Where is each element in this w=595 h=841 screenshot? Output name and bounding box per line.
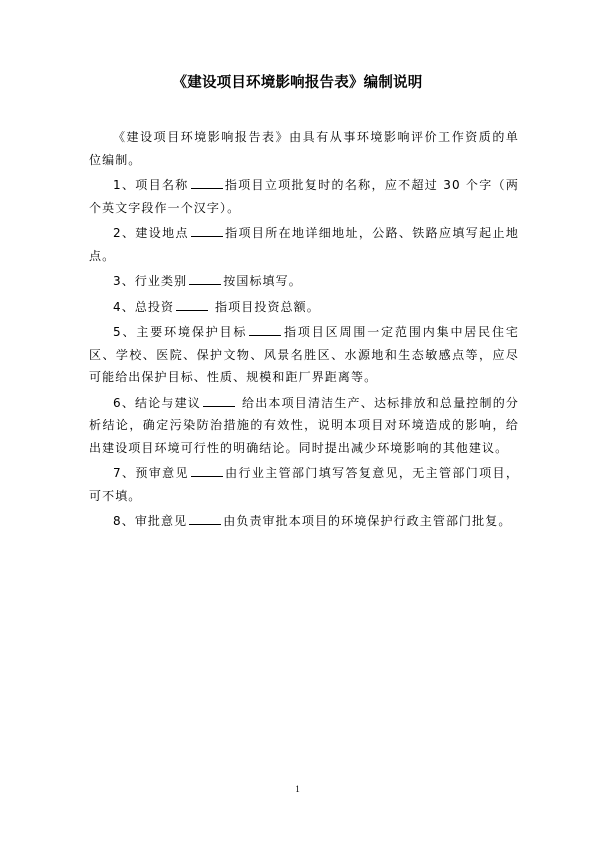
- item-lead: 7、预审意见: [113, 466, 189, 480]
- item-paragraph-5: [89, 321, 519, 389]
- item-text: 指项目投资总额。: [210, 299, 320, 314]
- item-paragraph-7: [89, 462, 519, 507]
- fill-blank: [191, 224, 223, 237]
- item-lead: 4、总投资: [113, 299, 175, 314]
- item-lead: 5、主要环境保护目标: [113, 325, 248, 339]
- item-paragraph-6: [89, 392, 519, 460]
- document-body: [89, 126, 519, 536]
- item-text: 给出本项目清洁生产、达标排放和总量控制的分析结论，确定污染防治措施的有效性，说明本项目对环境造成的影响，给出建设项目环境可行性的明确结论。同时提出减少环境影响的其他建议。: [89, 395, 519, 455]
- item-text: 按国标填写。: [223, 274, 302, 288]
- item-paragraph-8: [89, 510, 519, 533]
- item-paragraph-3: [89, 270, 519, 293]
- item-lead: 1、项目名称: [113, 178, 189, 192]
- fill-blank: [191, 176, 223, 189]
- item-paragraph-2: [89, 222, 519, 267]
- item-text: 由行业主管部门填写答复意见，无主管部门项目，可不填。: [89, 466, 519, 503]
- fill-blank: [189, 512, 221, 525]
- item-text: 指项目区周围一定范围内集中居民住宅区、学校、医院、保护文物、风景名胜区、水源地和生态敏感点等，应尽可能给出保护目标、性质、规模和距厂界距离等。: [89, 325, 520, 384]
- item-text: 指项目所在地详细地址，公路、铁路应填写起止地点。: [89, 226, 519, 263]
- item-lead: 8、审批意见: [113, 514, 188, 528]
- intro-paragraph: 《建设项目环境影响报告表》由具有从事环境影响评价工作资质的单位编制。: [89, 130, 519, 167]
- fill-blank: [249, 323, 281, 336]
- item-lead: 3、行业类别: [113, 274, 188, 288]
- page-number: 1: [295, 784, 300, 794]
- item-text: 指项目立项批复时的名称，应不超过 30 个字（两个英文字段作一个汉字）。: [89, 178, 519, 215]
- item-text: 由负责审批本项目的环境保护行政主管部门批复。: [223, 514, 512, 528]
- page-title: 《建设项目环境影响报告表》编制说明: [172, 75, 423, 91]
- item-lead: 2、建设地点: [113, 226, 189, 240]
- item-lead: 6、结论与建议: [113, 395, 201, 410]
- fill-blank: [203, 394, 235, 407]
- fill-blank: [189, 272, 221, 285]
- fill-blank: [176, 298, 208, 311]
- item-paragraph-1: [89, 174, 519, 219]
- item-paragraph-4: [89, 296, 519, 319]
- fill-blank: [191, 464, 223, 477]
